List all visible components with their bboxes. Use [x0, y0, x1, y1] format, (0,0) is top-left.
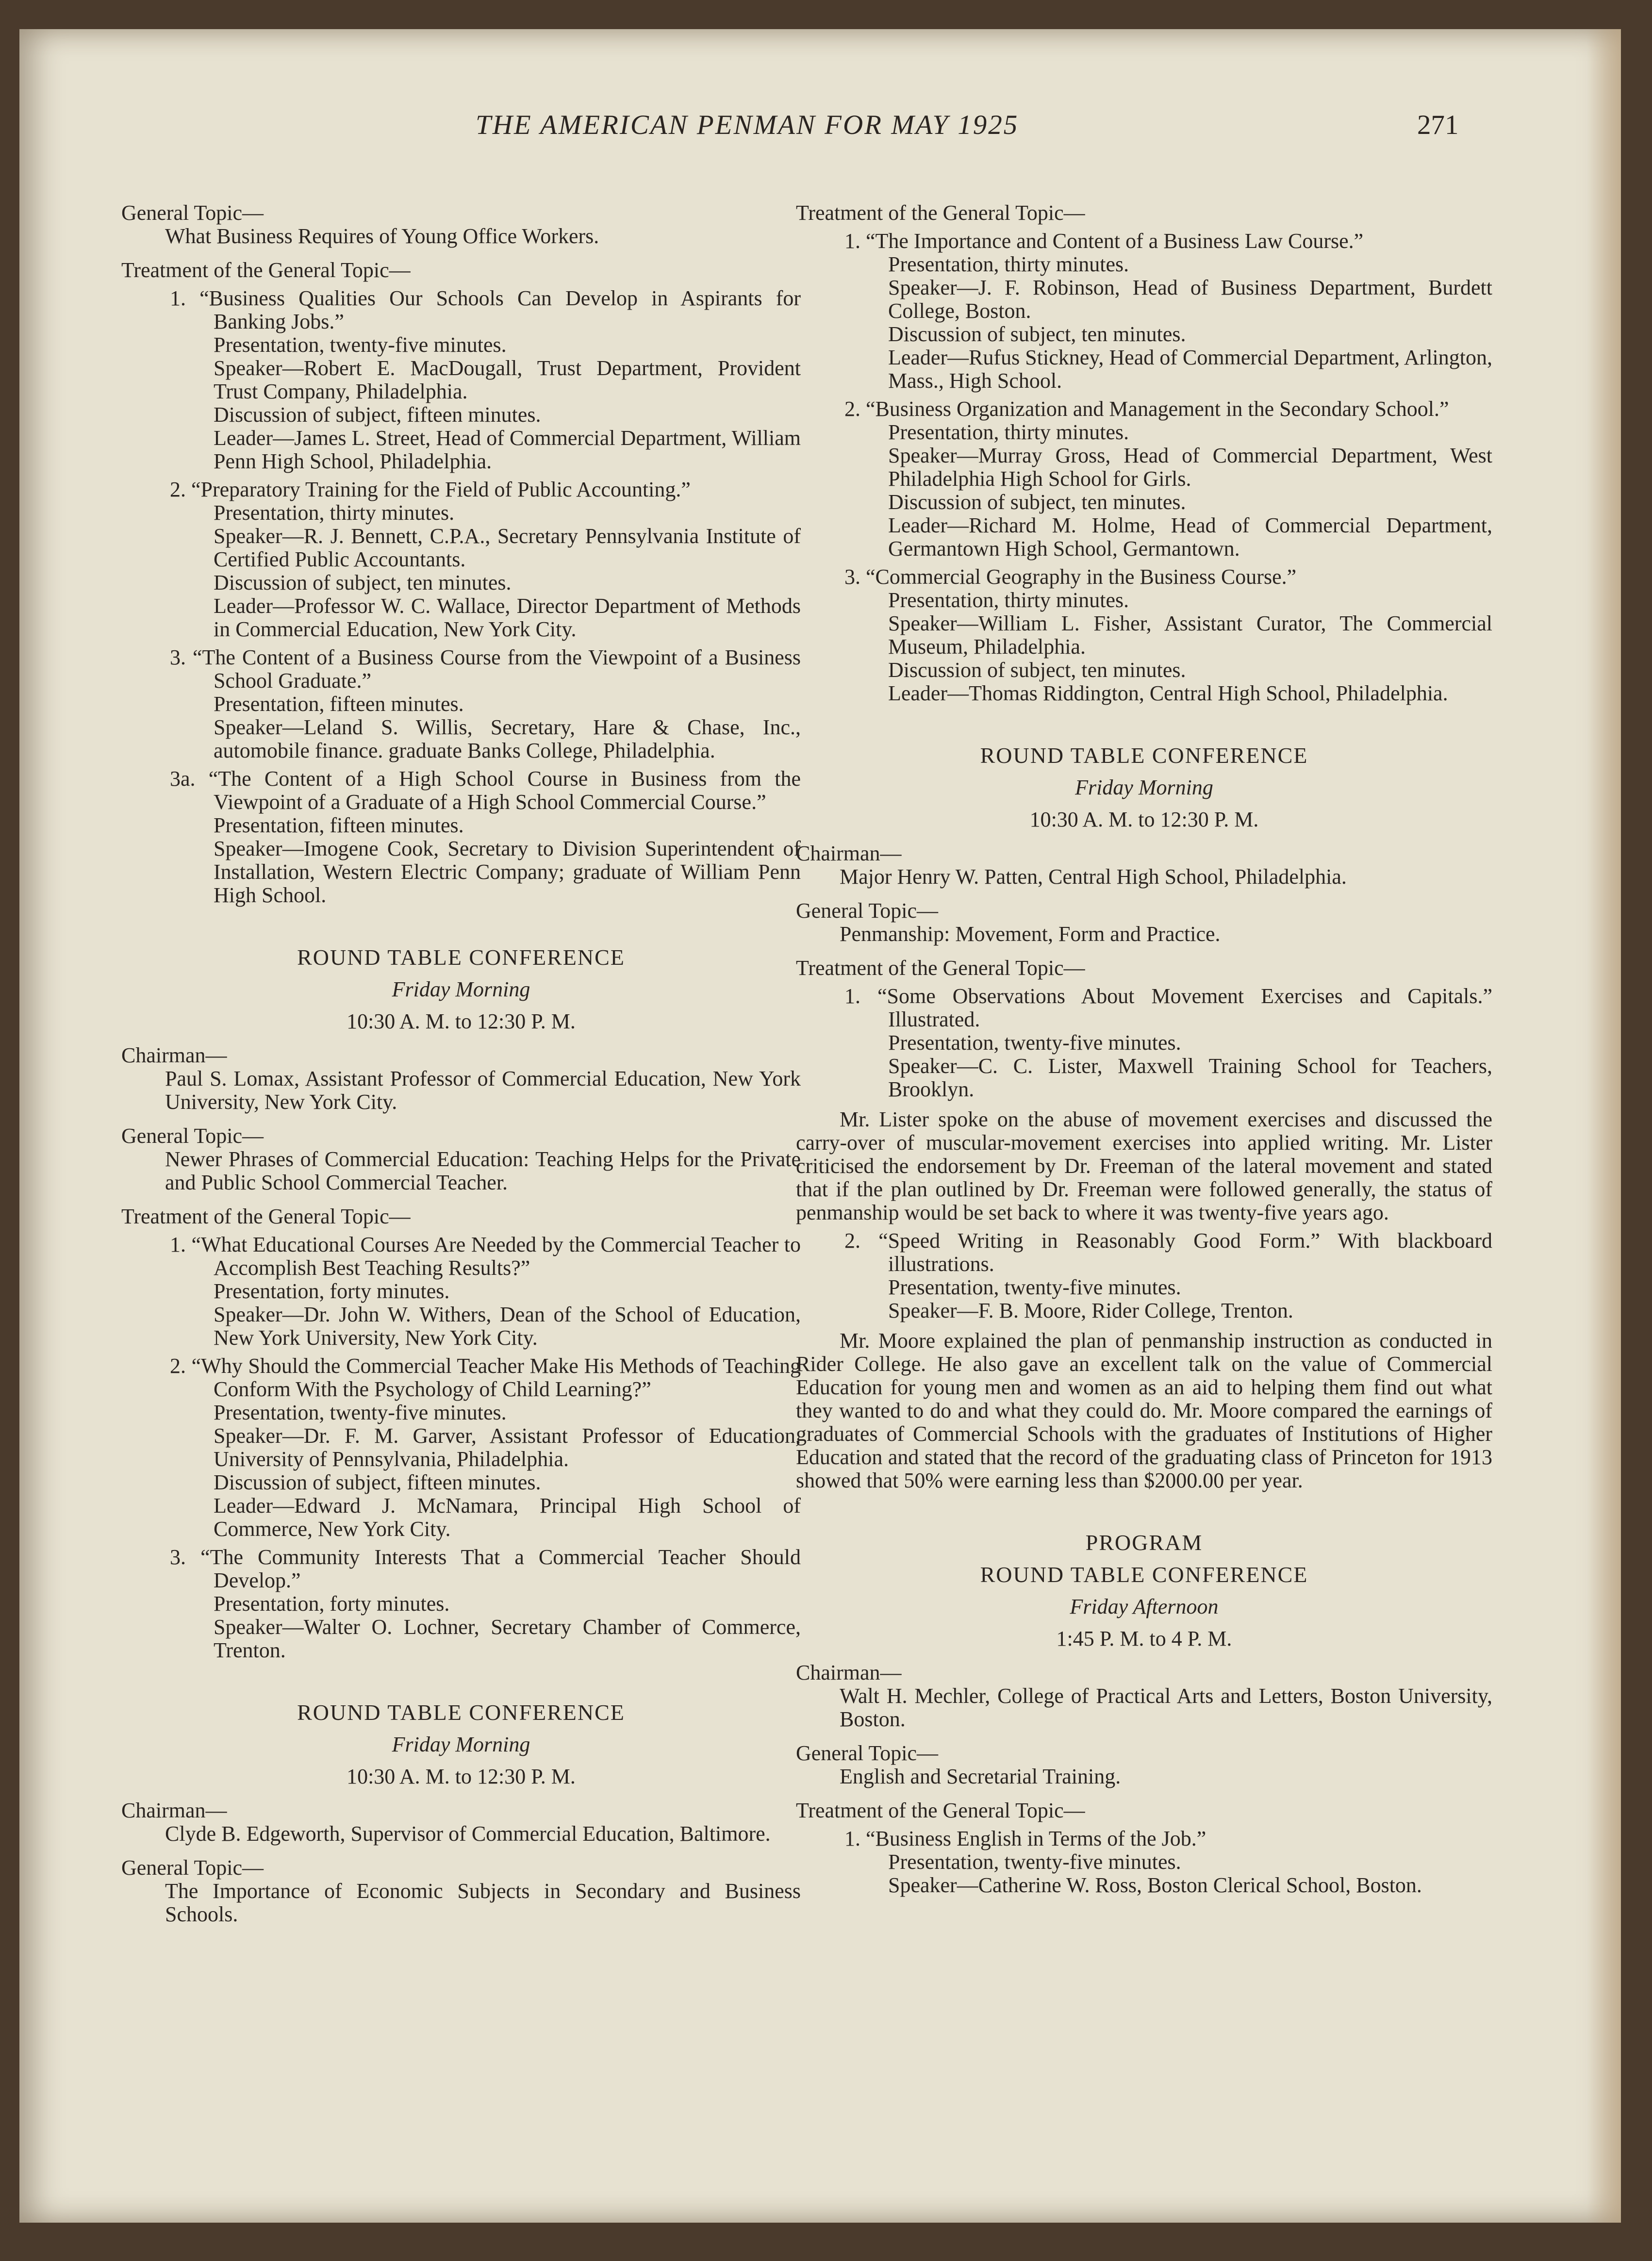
general-topic-label: General Topic—: [796, 1741, 939, 1765]
chairman-label: Chairman—: [796, 842, 902, 865]
item-line: Leader—Thomas Riddington, Central High School, Philadelphia.: [888, 681, 1448, 705]
section-time: 10:30 A. M. to 12:30 P. M.: [1029, 808, 1259, 831]
item-number: 1.: [170, 286, 186, 310]
item-line: Speaker—Robert E. MacDougall, Trust Department, Provident Trust Company, Philadelphia.: [214, 356, 801, 403]
list-item: [796, 397, 1492, 561]
item-number: 1.: [170, 1233, 186, 1256]
list-item: [121, 287, 801, 473]
item-line: Speaker—R. J. Bennett, C.P.A., Secretary Pennsylvania Institute of Certified Public Accountants.: [214, 524, 801, 571]
magazine-page: [19, 29, 1621, 2223]
item-title: 1. “The Importance and Content of a Business Law Course.”: [844, 229, 1364, 253]
item-line: Speaker—Dr. F. M. Garver, Assistant Professor of Education, University of Pennsylvania, Philadelphia.: [214, 1424, 801, 1471]
item-line: Speaker—F. B. Moore, Rider College, Trenton.: [888, 1299, 1293, 1322]
item-line: Discussion of subject, ten minutes.: [214, 571, 512, 594]
section-time: 10:30 A. M. to 12:30 P. M.: [347, 1765, 576, 1788]
section-time: 10:30 A. M. to 12:30 P. M.: [347, 1009, 576, 1033]
list-item: [796, 230, 1492, 393]
list-item: [796, 985, 1492, 1101]
item-title: 1. “Business Qualities Our Schools Can Develop in Aspirants for Banking Jobs.”: [170, 286, 801, 333]
item-line: Presentation, thirty minutes.: [888, 252, 1129, 276]
item-number: 2.: [844, 397, 860, 421]
item-line: Presentation, twenty-five minutes.: [888, 1275, 1181, 1299]
list-item: [796, 565, 1492, 705]
list-item: [796, 1229, 1492, 1322]
item-line: Discussion of subject, fifteen minutes.: [214, 403, 541, 427]
list-item: [121, 1546, 801, 1662]
item-line: Speaker—William L. Fisher, Assistant Curator, The Commercial Museum, Philadelphia.: [888, 611, 1492, 659]
item-line: Presentation, twenty-five minutes.: [888, 1031, 1181, 1055]
item-line: Leader—James L. Street, Head of Commercial Department, William Penn High School, Philadelphia.: [214, 426, 801, 473]
page-header: [19, 109, 1621, 163]
chairman: Paul S. Lomax, Assistant Professor of Commercial Education, New York University, New York City.: [165, 1067, 801, 1114]
general-topic: Penmanship: Movement, Form and Practice.: [840, 922, 1221, 946]
item-title: 3. “Commercial Geography in the Business Course.”: [844, 565, 1297, 589]
item-line: Leader—Rufus Stickney, Head of Commercial Department, Arlington, Mass., High School.: [888, 346, 1492, 393]
item-line: Presentation, thirty minutes.: [888, 420, 1129, 444]
item-title: 2. “Preparatory Training for the Field of Public Accounting.”: [170, 478, 691, 501]
list-item: [121, 1354, 801, 1541]
item-line: Leader—Edward J. McNamara, Principal High School of Commerce, New York City.: [214, 1494, 801, 1541]
section-day: Friday Morning: [392, 1733, 530, 1756]
general-topic: Newer Phrases of Commercial Education: Teaching Helps for the Private and Public School Commercial Teacher.: [165, 1147, 801, 1194]
item-title: 3. “The Content of a Business Course from the Viewpoint of a Business School Graduate.”: [170, 645, 801, 693]
chairman: Walt H. Mechler, College of Practical Arts and Letters, Boston University, Boston.: [840, 1684, 1492, 1731]
item-line: Speaker—Catherine W. Ross, Boston Clerical School, Boston.: [888, 1873, 1422, 1897]
item-line: Discussion of subject, ten minutes.: [888, 322, 1186, 346]
chairman-label: Chairman—: [121, 1043, 227, 1067]
item-line: Discussion of subject, ten minutes.: [888, 658, 1186, 682]
item-number: 3.: [844, 565, 860, 589]
right-column: [796, 201, 1492, 1897]
general-topic-label: General Topic—: [121, 1856, 264, 1880]
section-heading: ROUND TABLE CONFERENCE: [297, 1700, 625, 1725]
section-time: 1:45 P. M. to 4 P. M.: [1056, 1627, 1232, 1650]
chairman: Major Henry W. Patten, Central High School, Philadelphia.: [840, 865, 1347, 889]
item-number: 1.: [844, 1827, 860, 1850]
item-line: Presentation, thirty minutes.: [888, 588, 1129, 612]
item-line: Speaker—Leland S. Willis, Secretary, Hare & Chase, Inc., automobile finance. graduate Banks College, Philadelphia.: [214, 715, 801, 762]
left-column: [121, 201, 801, 1926]
item-line: Leader—Professor W. C. Wallace, Director Department of Methods in Commercial Education, New York City.: [214, 594, 801, 641]
section-day: Friday Morning: [1075, 776, 1213, 799]
item-number: 2.: [170, 1354, 186, 1378]
section-heading: ROUND TABLE CONFERENCE: [980, 1562, 1308, 1587]
item-line: Speaker—C. C. Lister, Maxwell Training School for Teachers, Brooklyn.: [888, 1054, 1492, 1101]
item-line: Discussion of subject, fifteen minutes.: [214, 1470, 541, 1494]
item-number: 2.: [170, 478, 186, 501]
item-title: 2. “Why Should the Commercial Teacher Make His Methods of Teaching Conform With the Psychology of Child Learning?”: [170, 1354, 801, 1401]
list-item: [121, 478, 801, 641]
item-line: Presentation, forty minutes.: [214, 1592, 450, 1616]
general-topic: English and Secretarial Training.: [840, 1765, 1121, 1788]
list-item: [121, 767, 801, 907]
item-line: Leader—Richard M. Holme, Head of Commercial Department, Germantown High School, Germantown.: [888, 513, 1492, 561]
item-number: 1.: [844, 984, 860, 1008]
treatment-label: Treatment of the General Topic—: [796, 956, 1085, 980]
item-line: Speaker—Imogene Cook, Secretary to Division Superintendent of Installation, Western Electric Company; graduate of William Penn High School.: [214, 837, 801, 907]
general-topic-label: General Topic—: [121, 201, 264, 225]
item-line: Presentation, twenty-five minutes.: [214, 1401, 507, 1424]
report-paragraph: Mr. Lister spoke on the abuse of movement exercises and discussed the carry-over of muscular-movement exercises into applied writing. Mr. Lister criticised the endorsement by Dr. Freeman of the lateral movement and stated that if the plan outlined by Dr. Freeman were followed generally, the status of penmanship would be set back to where it was twenty-five years ago.: [796, 1107, 1492, 1224]
item-line: Presentation, twenty-five minutes.: [888, 1850, 1181, 1874]
section-heading: ROUND TABLE CONFERENCE: [980, 743, 1308, 768]
list-item: [121, 1233, 801, 1350]
item-line: Speaker—Murray Gross, Head of Commercial Department, West Philadelphia High School for Girls.: [888, 444, 1492, 491]
item-number: 1.: [844, 229, 860, 253]
item-title: 1. “Business English in Terms of the Job.”: [844, 1827, 1206, 1850]
item-line: Presentation, thirty minutes.: [214, 501, 455, 525]
treatment-label: Treatment of the General Topic—: [121, 1205, 411, 1228]
item-title: 1. “Some Observations About Movement Exercises and Capitals.” Illustrated.: [844, 984, 1492, 1031]
item-title: 3a. “The Content of a High School Course in Business from the Viewpoint of a Graduate of a High School Commercial Course.”: [170, 767, 801, 814]
page-number: 271: [1417, 110, 1459, 140]
general-topic-label: General Topic—: [121, 1124, 264, 1148]
item-line: Presentation, fifteen minutes.: [214, 692, 464, 716]
item-line: Presentation, twenty-five minutes.: [214, 333, 507, 357]
treatment-label: Treatment of the General Topic—: [796, 1799, 1085, 1822]
list-item: [121, 646, 801, 762]
chairman: Clyde B. Edgeworth, Supervisor of Commercial Education, Baltimore.: [165, 1822, 771, 1846]
chairman-label: Chairman—: [121, 1799, 227, 1822]
general-topic: What Business Requires of Young Office Workers.: [165, 224, 599, 248]
item-number: 3.: [170, 1545, 186, 1569]
running-head: THE AMERICAN PENMAN FOR MAY 1925: [476, 110, 1019, 140]
treatment-label: Treatment of the General Topic—: [796, 201, 1085, 225]
item-number: 3a.: [170, 767, 196, 791]
item-line: Speaker—J. F. Robinson, Head of Business Department, Burdett College, Boston.: [888, 276, 1492, 323]
item-line: Speaker—Dr. John W. Withers, Dean of the School of Education, New York University, New York City.: [214, 1303, 801, 1350]
list-item: [796, 1827, 1492, 1897]
section-heading: ROUND TABLE CONFERENCE: [297, 945, 625, 970]
chairman-label: Chairman—: [796, 1661, 902, 1684]
general-topic: The Importance of Economic Subjects in Secondary and Business Schools.: [165, 1879, 801, 1926]
item-title: 2. “Business Organization and Management in the Secondary School.”: [844, 397, 1449, 421]
item-line: Discussion of subject, ten minutes.: [888, 490, 1186, 514]
section-day: Friday Afternoon: [1070, 1595, 1219, 1618]
general-topic-label: General Topic—: [796, 899, 939, 923]
item-line: Presentation, forty minutes.: [214, 1279, 450, 1303]
item-title: 1. “What Educational Courses Are Needed by the Commercial Teacher to Accomplish Best Teaching Results?”: [170, 1233, 801, 1280]
item-title: 3. “The Community Interests That a Commercial Teacher Should Develop.”: [170, 1545, 801, 1592]
item-title: 2. “Speed Writing in Reasonably Good Form.” With blackboard illustrations.: [844, 1229, 1493, 1276]
item-number: 3.: [170, 645, 186, 669]
treatment-label: Treatment of the General Topic—: [121, 258, 411, 282]
section-day: Friday Morning: [392, 977, 530, 1001]
item-number: 2.: [844, 1229, 860, 1253]
page-edge-shading: [1587, 29, 1621, 2223]
program-heading: PROGRAM: [1085, 1530, 1203, 1555]
item-line: Speaker—Walter O. Lochner, Secretary Chamber of Commerce, Trenton.: [214, 1615, 801, 1662]
item-line: Presentation, fifteen minutes.: [214, 813, 464, 837]
report-paragraph: Mr. Moore explained the plan of penmanship instruction as conducted in Rider College. He also gave an excellent talk on the value of Commercial Education for young men and women as an aid to helping them find out what they wanted to do and what they could do. Mr. Moore compared the earnings of graduates of Commercial Schools with the graduates of Institutions of Higher Education and stated that the record of the graduating class of Princeton for 1913 showed that 50% were earning less than $2000.00 per year.: [796, 1329, 1492, 1492]
